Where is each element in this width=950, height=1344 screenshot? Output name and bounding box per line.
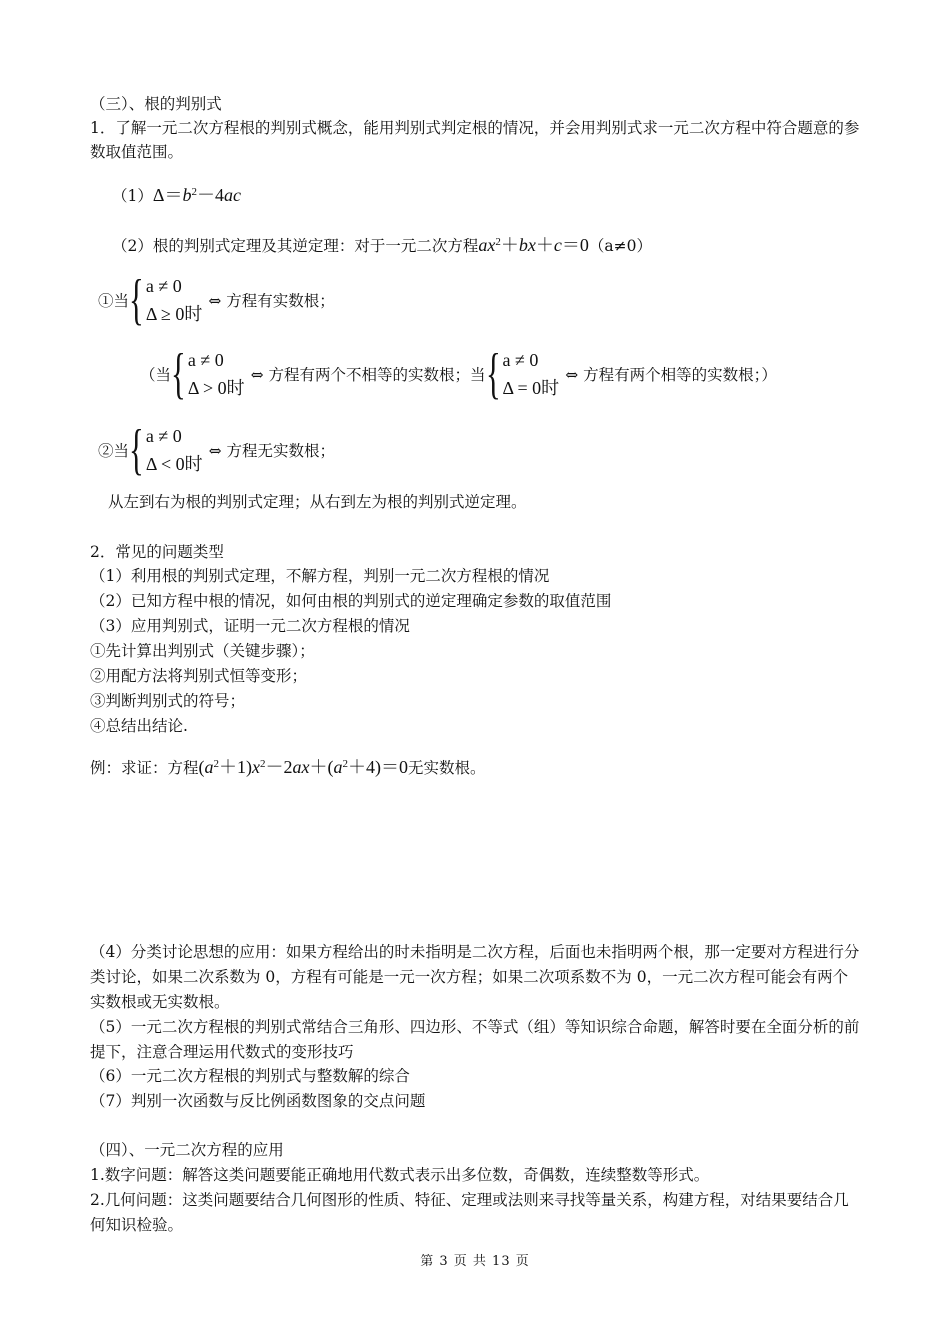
case1a-prefix: （当 — [140, 366, 172, 384]
type-6: （6）一元二次方程根的判别式与整数解的综合 — [90, 1067, 410, 1085]
formula-1 — [112, 180, 241, 208]
case1-top: a ≠ 0 — [145, 276, 182, 296]
case1b-bottom: Δ = 0时 — [502, 378, 560, 398]
left-brace: { — [485, 343, 501, 405]
formula-discriminant: $\Delta=b^2-4ac$ — [152, 185, 241, 205]
types-heading: 2．常见的问题类型 — [90, 543, 224, 561]
example-suffix: 无实数根。 — [408, 759, 486, 777]
type-1: （1）利用根的判别式定理，不解方程，判别一元二次方程根的情况 — [90, 567, 550, 585]
case1a-top: a ≠ 0 — [187, 350, 224, 370]
case2-conditions — [146, 422, 203, 478]
step-3: ③判断判别式的符号； — [90, 692, 246, 710]
case1-conditions — [146, 272, 202, 328]
case1b-conditions — [502, 346, 559, 402]
quadratic-equation: $ax^2+bx+c=0$ — [478, 235, 589, 255]
case-distinct-and-equal — [140, 343, 777, 405]
case2-result: ⇔ 方程无实数根； — [208, 442, 336, 460]
page-footer: 第 3 页 共 13 页 — [420, 1254, 530, 1269]
type-4: （4）分类讨论思想的应用：如果方程给出的时未指明是二次方程，后面也未指明两个根，那一定要对方程进行分类讨论，如果二次系数为 0，方程有可能是一元一次方程；如果二次项系数不为 0，一元二次方程可能会有两个实数根或无实数根。 — [90, 943, 860, 1011]
example-prefix: 例：求证：方程 — [90, 759, 199, 777]
case2-top: a ≠ 0 — [145, 426, 182, 446]
step-4: ④总结出结论. — [90, 717, 188, 735]
case1b-top: a ≠ 0 — [502, 350, 539, 370]
case1-result: ⇔ 方程有实数根； — [208, 292, 335, 310]
condition: （a≠0） — [588, 237, 652, 255]
type-7: （7）判别一次函数与反比例函数图象的交点问题 — [90, 1092, 426, 1110]
step-1: ①先计算出判别式（关键步骤）； — [90, 642, 315, 660]
case-no-real-roots — [98, 419, 336, 481]
type-5: （5）一元二次方程根的判别式常结合三角形、四边形、不等式（组）等知识综合命题，解答时要在全面分析的前提下，注意合理运用代数式的变形技巧 — [90, 1018, 860, 1061]
paragraph-discriminant-intro: 1．了解一元二次方程根的判别式概念，能用判别式判定根的情况，并会用判别式求一元二次方程中符合题意的参数取值范围。 — [90, 119, 860, 161]
application-1: 1.数字问题：解答这类问题要能正确地用代数式表示出多位数，奇偶数，连续整数等形式。 — [90, 1166, 710, 1184]
example — [90, 752, 486, 780]
case1-bottom: Δ ≥ 0时 — [145, 304, 203, 324]
case-real-roots — [98, 269, 335, 331]
type-2: （2）已知方程中根的情况，如何由根的判别式的逆定理确定参数的取值范围 — [90, 592, 612, 610]
theorem-text: （2）根的判别式定理及其逆定理：对于一元二次方程 — [112, 237, 479, 255]
case1-prefix: ①当 — [98, 292, 130, 310]
formula-2 — [112, 230, 652, 258]
theorem-note: 从左到右为根的判别式定理；从右到左为根的判别式逆定理。 — [108, 493, 527, 511]
case1a-bottom: Δ > 0时 — [187, 378, 245, 398]
section-heading-discriminant: （三）、根的判别式 — [90, 95, 222, 113]
formula-1-label: （1） — [112, 187, 153, 205]
type-3: （3）应用判别式，证明一元二次方程根的情况 — [90, 617, 410, 635]
case1a-conditions — [188, 346, 245, 402]
case2-prefix: ②当 — [98, 442, 130, 460]
left-brace: { — [171, 343, 186, 405]
left-brace: { — [129, 419, 144, 481]
case1a-result: ⇔ 方程有两个不相等的实数根；当 — [250, 366, 486, 384]
application-2: 2.几何问题：这类问题要结合几何图形的性质、特征、定理或法则来寻找等量关系，构建方程，对结果要结合几何知识检验。 — [90, 1191, 849, 1234]
case1b-result: ⇔ 方程有两个相等的实数根；） — [565, 366, 777, 384]
section-heading-applications: （四）、一元二次方程的应用 — [90, 1141, 284, 1159]
step-2: ②用配方法将判别式恒等变形； — [90, 667, 308, 685]
example-equation: $(a^2+1)x^2-2ax+(a^2+4)=0$ — [198, 757, 409, 777]
case2-bottom: Δ < 0时 — [145, 454, 203, 474]
left-brace: { — [129, 269, 144, 331]
